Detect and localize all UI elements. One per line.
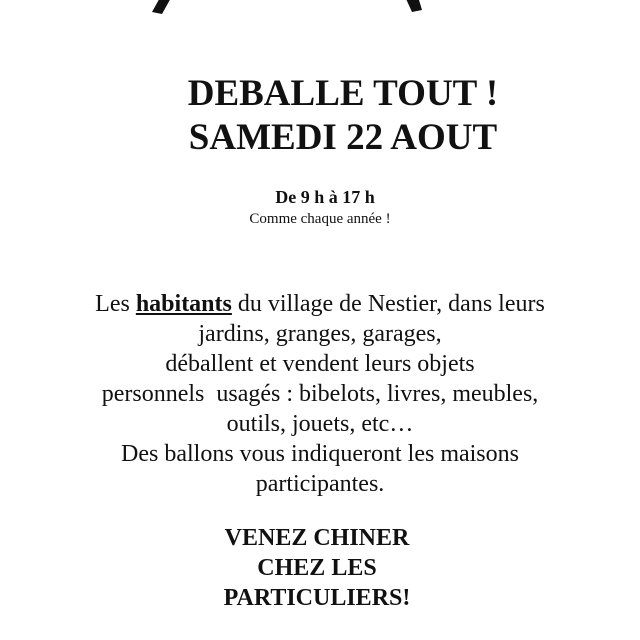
- description-line-2: jardins, granges, garages,: [198, 321, 442, 347]
- call-to-action-line-1: VENEZ CHINER: [224, 525, 410, 551]
- description-line-7: participantes.: [255, 471, 385, 497]
- poster-title-line-2: SAMEDI 22 AOUT: [188, 117, 498, 158]
- call-to-action: [0, 523, 634, 613]
- arch-left-stroke: [152, 0, 172, 14]
- description-paragraph: [0, 289, 640, 499]
- arch-right-stroke: [402, 0, 422, 12]
- poster-title-line-1: DEBALLE TOUT !: [187, 73, 499, 114]
- description-line-6: Des ballons vous indiqueront les maisons: [121, 441, 519, 467]
- description-line-3: déballent et vendent leurs objets: [165, 351, 475, 377]
- description-line-4: personnels usagés : bibelots, livres, meubles,: [101, 381, 539, 407]
- event-subtitle: Comme chaque année !: [249, 211, 391, 227]
- arched-heading-artwork: [140, 0, 440, 26]
- description-line-1-prefix: Les: [95, 291, 136, 317]
- emphasis-habitants: habitants: [135, 291, 232, 317]
- description-line-1: [0, 289, 640, 319]
- description-line-1-suffix: du village de Nestier, dans leurs: [231, 291, 545, 317]
- call-to-action-line-3: PARTICULIERS!: [223, 585, 411, 611]
- event-hours: De 9 h à 17 h: [275, 187, 375, 207]
- call-to-action-line-2: CHEZ LES: [257, 555, 377, 581]
- description-line-5: outils, jouets, etc…: [226, 411, 414, 437]
